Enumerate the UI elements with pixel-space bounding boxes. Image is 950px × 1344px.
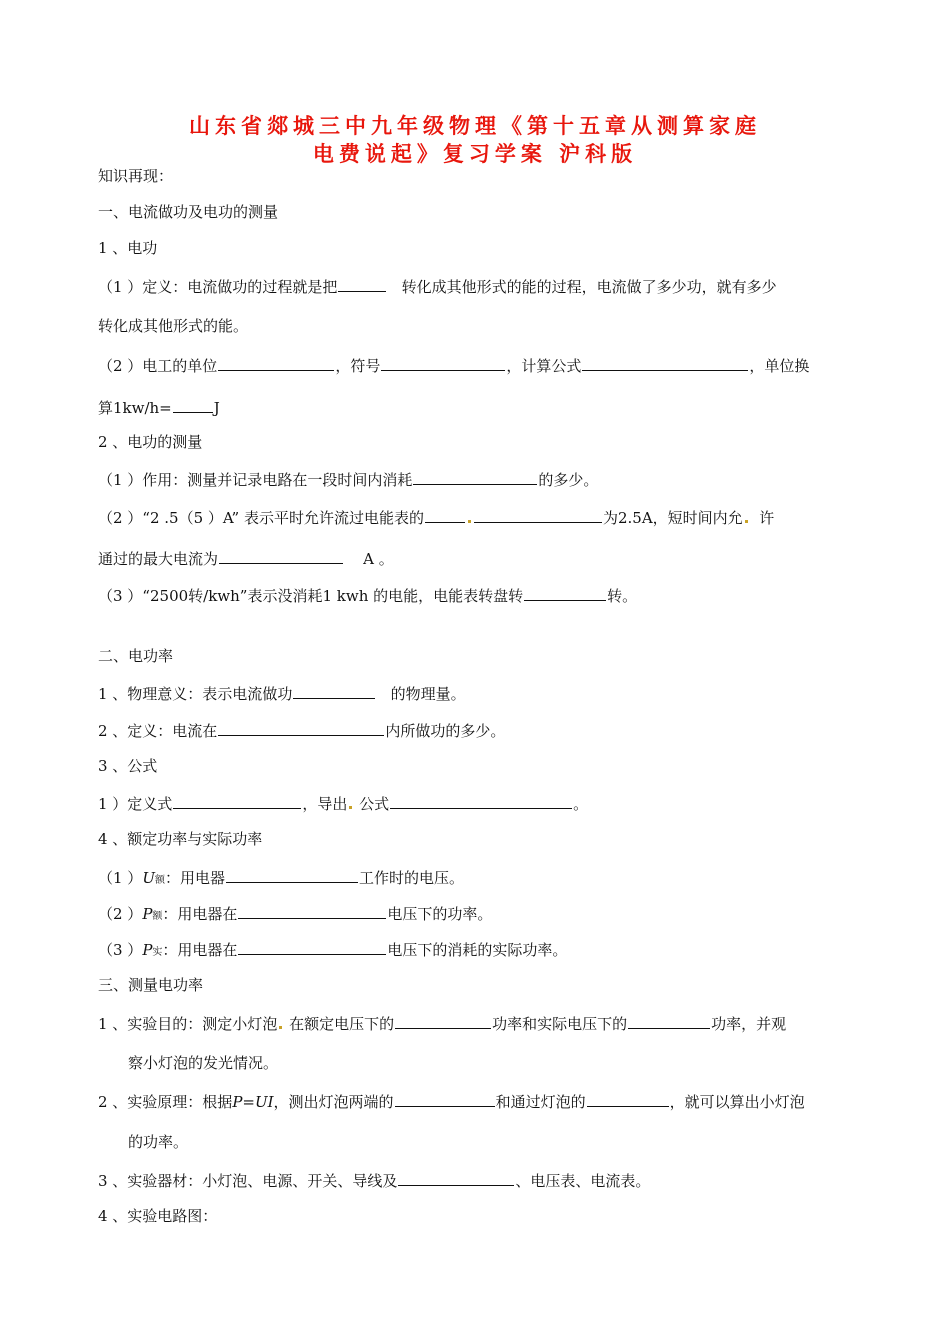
text: J [213, 399, 220, 417]
fill-blank[interactable] [474, 506, 602, 523]
dot-mark [468, 520, 471, 523]
subscript: 额 [152, 911, 163, 922]
text: 许 [759, 509, 775, 527]
fill-blank[interactable] [338, 275, 386, 292]
s1-item-1: 1 、电功 [98, 239, 158, 257]
dot-mark [279, 1026, 282, 1029]
text: 功率，并观 [711, 1015, 787, 1033]
s2-item-3: 3 、公式 [98, 757, 158, 775]
fill-blank[interactable] [238, 938, 386, 955]
s3-item-1 [98, 1012, 786, 1034]
fill-blank[interactable] [173, 792, 301, 809]
symbol-u: U [142, 869, 155, 887]
text: （1 ） [98, 869, 143, 887]
text: 1 ）定义式 [98, 795, 173, 813]
fill-blank[interactable] [628, 1012, 710, 1029]
text: ，符号 [335, 357, 381, 375]
fill-blank[interactable] [413, 468, 537, 485]
text: ，就可以算出小灯泡 [669, 1093, 805, 1111]
text: ：用电器 [164, 869, 225, 887]
text: 电压下的功率。 [387, 905, 493, 923]
s1-item-2c [98, 584, 637, 606]
formula: P=UI [232, 1093, 274, 1111]
fill-blank[interactable] [381, 354, 505, 371]
text: 的多少。 [538, 471, 599, 489]
s1-item-2a [98, 468, 598, 490]
symbol-p: P [142, 905, 153, 923]
text: 3 、实验器材：小灯泡、电源、开关、导线及 [98, 1172, 398, 1190]
title-line-2: 电费说起》复习学案 沪科版 [312, 142, 638, 166]
fill-blank[interactable] [582, 354, 748, 371]
text: 转。 [607, 587, 638, 605]
text: ，导出 [302, 795, 348, 813]
fill-blank[interactable] [219, 547, 343, 564]
text: 为2.5A，短时间内允 [602, 509, 743, 527]
intro-label: 知识再现： [98, 167, 174, 185]
s2-item-2 [98, 719, 505, 741]
text: 2 、实验原理：根据 [98, 1093, 233, 1111]
text: （2 ） [98, 905, 143, 923]
fill-blank[interactable] [218, 354, 334, 371]
fill-blank[interactable] [218, 719, 384, 736]
section-3-heading: 三、测量电功率 [98, 976, 204, 994]
fill-blank[interactable] [398, 1169, 514, 1186]
text: 算1kw/h= [98, 399, 172, 417]
s1-item-1b-cont [98, 396, 220, 418]
text: 2 、定义：电流在 [98, 722, 218, 740]
text: （1 ）定义：电流做功的过程就是把 [98, 278, 338, 296]
fill-blank[interactable] [587, 1090, 669, 1107]
fill-blank[interactable] [173, 396, 213, 413]
text: （3 ）“2500转/kwh”表示没消耗1 kwh 的电能，电能表转盘转 [98, 587, 524, 605]
s3-item-2 [98, 1090, 805, 1112]
fill-blank[interactable] [425, 506, 465, 523]
subscript: 额 [154, 875, 165, 886]
s2-item-4a [98, 866, 464, 891]
text: 工作时的电压。 [358, 869, 464, 887]
s3-item-3 [98, 1169, 650, 1191]
s2-item-4: 4 、额定功率与实际功率 [98, 830, 263, 848]
text: 1 、物理意义：表示电流做功 [98, 685, 293, 703]
s3-item-4: 4 、实验电路图： [98, 1207, 218, 1225]
dot-mark [745, 520, 748, 523]
text: 内所做功的多少。 [385, 722, 506, 740]
text: （3 ） [98, 941, 143, 959]
subscript: 实 [152, 947, 163, 958]
s2-item-4c [98, 938, 567, 963]
s3-item-1-cont: 察小灯泡的发光情况。 [128, 1054, 279, 1072]
text: 在额定电压下的 [289, 1015, 395, 1033]
text: ，单位换 [749, 357, 810, 375]
text: ，计算公式 [506, 357, 582, 375]
text: 、电压表、电流表。 [515, 1172, 651, 1190]
fill-blank[interactable] [293, 682, 375, 699]
fill-blank[interactable] [395, 1090, 495, 1107]
text: 转化成其他形式的能的过程，电流做了多少功，就有多少 [401, 278, 777, 296]
s2-item-3a [98, 792, 588, 814]
s1-item-1b [98, 354, 809, 376]
s1-item-2: 2 、电功的测量 [98, 433, 203, 451]
text: 和通过灯泡的 [495, 1093, 586, 1111]
section-2-heading: 二、电功率 [98, 647, 174, 665]
s1-item-1a-cont: 转化成其他形式的能。 [98, 317, 249, 335]
section-1-heading: 一、电流做功及电功的测量 [98, 203, 279, 221]
text: ：用电器在 [162, 905, 238, 923]
text: 电压下的消耗的实际功率。 [387, 941, 568, 959]
s3-item-2-cont: 的功率。 [128, 1133, 189, 1151]
s1-item-1a [98, 275, 777, 297]
fill-blank[interactable] [238, 902, 386, 919]
dot-mark [349, 806, 352, 809]
text: 通过的最大电流为 [98, 550, 219, 568]
text: ，测出灯泡两端的 [273, 1093, 394, 1111]
text: （2 ）“2 .5（5 ）A” 表示平时允许流过电能表的 [98, 509, 424, 527]
fill-blank[interactable] [524, 584, 606, 601]
s1-item-2b [98, 506, 774, 528]
text: A 。 [363, 550, 394, 568]
text: 。 [573, 795, 589, 813]
title-line-1: 山东省郯城三中九年级物理《第十五章从测算家庭 [189, 114, 761, 138]
s1-item-2b-cont [98, 547, 394, 569]
text: 功率和实际电压下的 [492, 1015, 628, 1033]
s2-item-4b [98, 902, 492, 927]
text: （1 ）作用：测量并记录电路在一段时间内消耗 [98, 471, 413, 489]
text: （2 ）电工的单位 [98, 357, 218, 375]
text: ：用电器在 [162, 941, 238, 959]
fill-blank[interactable] [390, 792, 572, 809]
symbol-p: P [142, 941, 153, 959]
fill-blank[interactable] [395, 1012, 491, 1029]
text: 公式 [359, 795, 390, 813]
text: 1 、实验目的：测定小灯泡 [98, 1015, 278, 1033]
text: 的物理量。 [390, 685, 466, 703]
s2-item-1 [98, 682, 466, 704]
fill-blank[interactable] [226, 866, 358, 883]
